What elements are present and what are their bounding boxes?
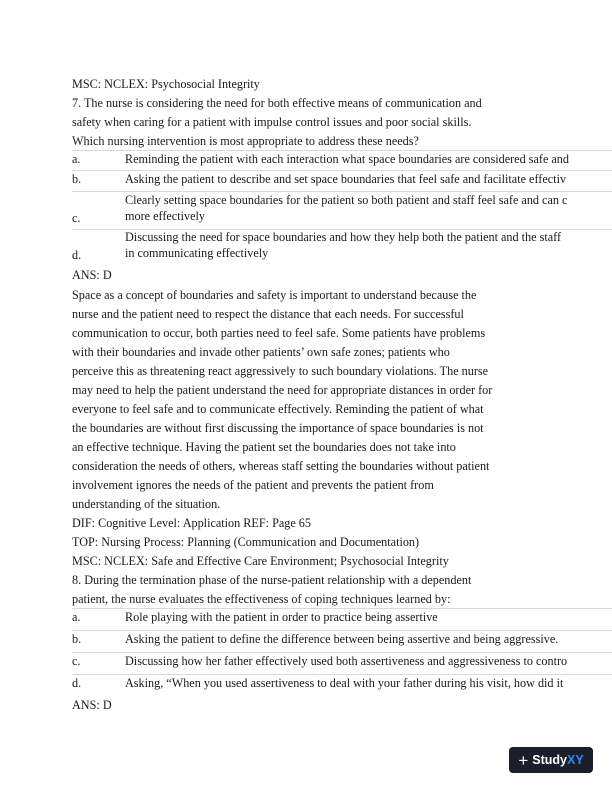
option-letter: a. [72,610,81,624]
option-letter: b. [72,172,82,186]
rationale-line: with their boundaries and invade other patients’ own safe zones; patients who [72,345,450,359]
option-divider [72,674,612,675]
plus-icon: + [518,750,529,770]
question-7-stem-line-2: safety when caring for a patient with impulse control issues and poor social skills. [72,115,472,129]
rationale-line: the boundaries are without first discussing the importance of space boundaries is not [72,421,484,435]
rationale-line: may need to help the patient understand the need for appropriate distances in order for [72,383,493,397]
rationale-line: involvement ignores the needs of the patient and prevents the patient from [72,478,434,492]
option-text: Discussing how her father effectively used both assertiveness and aggressiveness to contro [125,654,568,668]
option-letter: d. [72,676,82,690]
q8-option-c [0,654,612,672]
rationale-line: Space as a concept of boundaries and safety is important to understand because the [72,288,477,302]
option-text: Asking the patient to describe and set space boundaries that feel safe and facilitate effectiv [125,172,567,186]
option-letter: b. [72,632,82,646]
brand-name: StudyXY [532,753,584,767]
q7-option-d [0,230,612,266]
question-7-stem-line-1: 7. The nurse is considering the need for both effective means of communication and [72,96,482,110]
option-divider [72,170,612,171]
dif-ref-line: DIF: Cognitive Level: Application REF: Page 65 [72,516,311,530]
rationale-line: an effective technique. Having the patient set the boundaries does not take into [72,440,456,454]
question-8-stem-line-2: patient, the nurse evaluates the effectiveness of coping techniques learned by: [72,592,451,606]
option-divider [72,630,612,631]
rationale-line: understanding of the situation. [72,497,221,511]
q8-option-a [0,610,612,628]
rationale-line: nurse and the patient need to respect the distance that each needs. For successful [72,307,464,321]
q7-option-b [0,172,612,190]
option-divider [72,150,612,151]
msc-line-q6: MSC: NCLEX: Psychosocial Integrity [72,77,260,91]
question-8-stem-line-1: 8. During the termination phase of the nurse-patient relationship with a dependent [72,573,472,587]
option-letter: c. [72,654,81,668]
q8-answer: ANS: D [72,698,112,712]
option-text: Role playing with the patient in order to practice being assertive [125,610,438,624]
msc-line: MSC: NCLEX: Safe and Effective Care Environment; Psychosocial Integrity [72,554,449,568]
option-text-line-2: in communicating effectively [125,246,269,260]
option-text-line-1: Clearly setting space boundaries for the patient so both patient and staff feel safe and can c [125,193,568,207]
rationale-line: consideration the needs of others, whereas staff setting the boundaries without patient [72,459,490,473]
option-text-line-2: more effectively [125,209,205,223]
option-text: Asking, “When you used assertiveness to deal with your father during his visit, how did it [125,676,564,690]
top-line: TOP: Nursing Process: Planning (Communication and Documentation) [72,535,420,549]
option-letter: a. [72,152,81,166]
q7-option-c [0,193,612,229]
studyxy-logo-badge[interactable] [509,747,593,773]
option-text: Reminding the patient with each interaction what space boundaries are considered safe and [125,152,569,166]
option-text: Asking the patient to define the difference between being assertive and being aggressive. [125,632,559,646]
rationale-line: perceive this as threatening react aggressively to such boundary violations. The nurse [72,364,489,378]
rationale-line: communication to occur, both parties need to feel safe. Some patients have problems [72,326,486,340]
q8-option-b [0,632,612,650]
rationale-line: everyone to feel safe and to communicate effectively. Reminding the patient of what [72,402,484,416]
option-divider [72,191,612,192]
question-7-stem-line-3: Which nursing intervention is most appropriate to address these needs? [72,134,419,148]
q7-option-a [0,152,612,170]
option-letter: c. [72,211,81,225]
q8-option-d [0,676,612,694]
option-divider [72,652,612,653]
q7-answer: ANS: D [72,268,112,282]
option-text-line-1: Discussing the need for space boundaries and how they help both the patient and the staff [125,230,562,244]
option-letter: d. [72,248,82,262]
option-divider [72,608,612,609]
